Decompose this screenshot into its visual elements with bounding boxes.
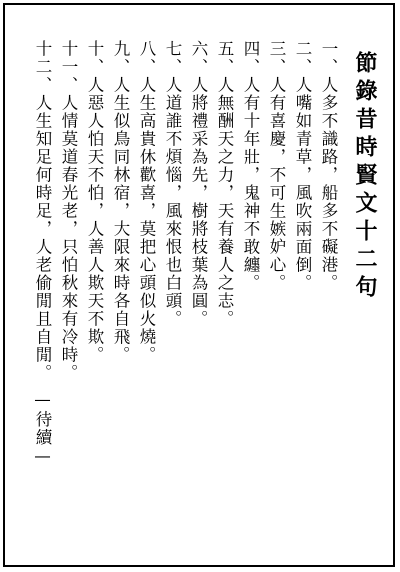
document-frame: [3, 3, 395, 567]
verse-line-9: 九、人生似鳥同林宿，大限來時各自飛。: [111, 40, 130, 364]
verse-line-12: 十二、人生知足何時足，人老偷閒且自閒。: [33, 40, 52, 382]
verse-line-10: 十、人惡人怕天不怕，人善人欺天不欺。: [85, 40, 104, 364]
verse-line-4: 四、人有十年壯，鬼神不敢纏。: [241, 40, 260, 292]
continued-note: —待續—: [33, 390, 52, 467]
verse-line-6: 六、人將禮采為先，樹將枝葉為圓。: [189, 40, 208, 328]
verse-line-7: 七、人道誰不煩惱，風來恨也白頭。: [163, 40, 182, 328]
verse-line-1: 一、人多不識路，船多不礙港。: [319, 40, 338, 292]
verse-line-8: 八、人生高貴休歡喜，莫把心頭似火燒。: [137, 40, 156, 364]
verse-line-2: 二、人嘴如青草，風吹兩面倒。: [293, 40, 312, 292]
verse-line-11: 十一、人情莫道春光老，只怕秋來有冷時。: [59, 40, 78, 382]
document-title: 節錄昔時賢文十二句: [352, 51, 378, 303]
verse-line-3: 三、人有喜慶，不可生嫉妒心。: [267, 40, 286, 292]
verse-line-5: 五、人無酬天之力，天有養人之志。: [215, 40, 234, 328]
